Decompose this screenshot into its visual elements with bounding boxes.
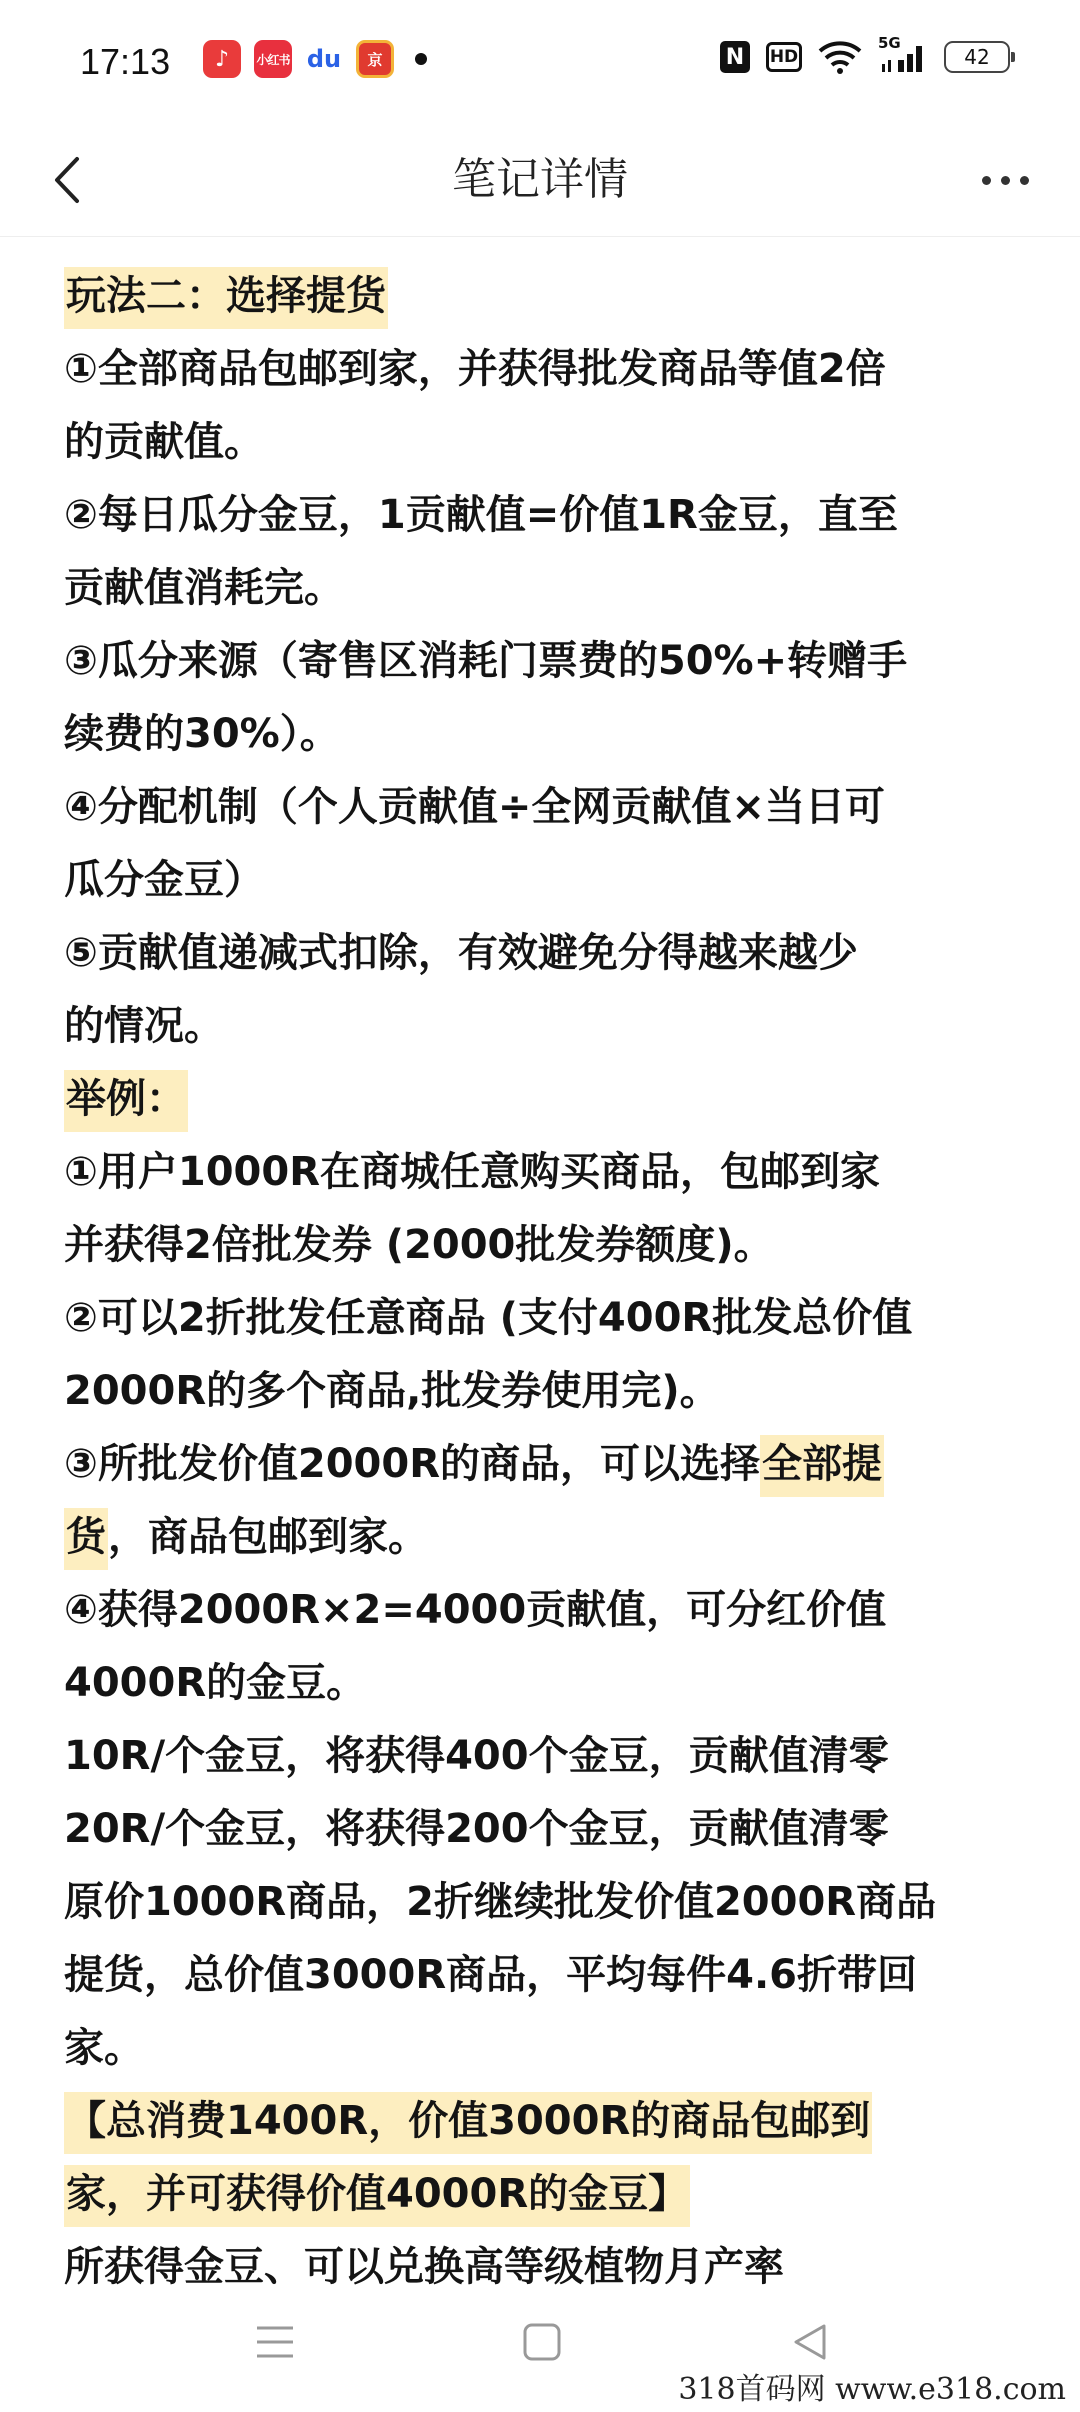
- note-line-15: 2000R的多个商品,批发券使用完)。: [64, 1368, 720, 1414]
- page-title: 笔记详情: [452, 154, 628, 205]
- note-line-25: [64, 2085, 1024, 2158]
- system-back-button[interactable]: [780, 2314, 840, 2370]
- note-line-13: 并获得2倍批发券 (2000批发券额度)。: [64, 1222, 774, 1268]
- note-line-11: [64, 1063, 1024, 1136]
- status-indicators: [720, 34, 1010, 74]
- note-line-22: 原价1000R商品，2折继续批发价值2000R商品: [64, 1879, 937, 1925]
- hd-icon: HD: [766, 42, 802, 72]
- note-line-1: ①全部商品包邮到家，并获得批发商品等值2倍: [64, 346, 886, 392]
- note-line-2: 的贡献值。: [64, 419, 264, 465]
- more-options-button[interactable]: [970, 150, 1040, 210]
- note-line-23: 提货，总价值3000R商品，平均每件4.6折带回: [64, 1952, 917, 1998]
- plain-text: ，商品包邮到家。: [108, 1514, 428, 1560]
- status-bar: [0, 0, 1080, 124]
- network-type-label: 5G: [878, 34, 901, 52]
- note-line-14: ②可以2折批发任意商品 (支付400R批发总价值: [64, 1295, 913, 1341]
- more-notifications-dot-icon: [415, 53, 427, 65]
- plain-text: ③所批发价值2000R的商品，可以选择: [64, 1441, 760, 1487]
- wifi-icon: [818, 40, 862, 74]
- cellular-signal-icon: [878, 34, 928, 74]
- music-app-icon: ♪: [203, 40, 241, 78]
- baidu-app-icon: du: [305, 40, 343, 78]
- note-line-26: [64, 2158, 1024, 2231]
- note-line-7: ④分配机制（个人贡献值÷全网贡献值×当日可: [64, 784, 885, 830]
- notification-icons: [203, 40, 427, 78]
- menu-icon: [255, 2324, 295, 2360]
- note-line-20: 10R/个金豆，将获得400个金豆，贡献值清零: [64, 1733, 889, 1779]
- highlighted-text: 家，并可获得价值4000R的金豆】: [64, 2165, 690, 2227]
- more-dot-icon: [1001, 176, 1010, 185]
- battery-icon: [944, 41, 1010, 73]
- highlighted-text: 货: [64, 1508, 108, 1570]
- note-line-0: [64, 260, 1024, 333]
- note-line-21: 20R/个金豆，将获得200个金豆，贡献值清零: [64, 1806, 889, 1852]
- note-line-6: 续费的30%）。: [64, 711, 340, 757]
- highlighted-text: 全部提: [760, 1435, 884, 1497]
- recent-apps-button[interactable]: [245, 2314, 305, 2370]
- header-bar: [0, 124, 1080, 237]
- status-time: 17:13: [80, 41, 171, 82]
- highlighted-text: 举例：: [64, 1070, 188, 1132]
- home-button[interactable]: [512, 2314, 572, 2370]
- note-line-10: 的情况。: [64, 1003, 224, 1049]
- note-line-4: 贡献值消耗完。: [64, 565, 344, 611]
- note-line-3: ②每日瓜分金豆，1贡献值=价值1R金豆，直至: [64, 492, 898, 538]
- note-line-27: 所获得金豆、可以兑换高等级植物月产率: [64, 2244, 784, 2290]
- watermark: 318首码网 www.e318.com: [678, 2372, 1066, 2407]
- triangle-back-icon: [790, 2322, 830, 2362]
- note-line-12: ①用户1000R在商城任意购买商品，包邮到家: [64, 1149, 880, 1195]
- note-line-9: ⑤贡献值递减式扣除，有效避免分得越来越少: [64, 930, 858, 976]
- highlighted-text: 【总消费1400R，价值3000R的商品包邮到: [64, 2092, 872, 2154]
- note-line-17: [64, 1501, 1024, 1574]
- square-home-icon: [522, 2322, 562, 2362]
- more-dot-icon: [982, 176, 991, 185]
- note-line-19: 4000R的金豆。: [64, 1660, 367, 1706]
- more-dot-icon: [1020, 176, 1029, 185]
- note-line-5: ③瓜分来源（寄售区消耗门票费的50%+转赠手: [64, 638, 908, 684]
- jd-app-icon: 京: [356, 40, 394, 78]
- highlighted-text: 玩法二：选择提货: [64, 267, 388, 329]
- note-line-8: 瓜分金豆）: [64, 857, 264, 903]
- note-content: [64, 260, 1024, 2304]
- battery-level: 42: [964, 45, 990, 69]
- note-line-24: 家。: [64, 2025, 144, 2071]
- nfc-icon: N: [720, 41, 750, 73]
- xiaohongshu-app-icon: 小红书: [254, 40, 292, 78]
- note-line-18: ④获得2000R×2=4000贡献值，可分红价值: [64, 1587, 887, 1633]
- note-line-16: [64, 1428, 1024, 1501]
